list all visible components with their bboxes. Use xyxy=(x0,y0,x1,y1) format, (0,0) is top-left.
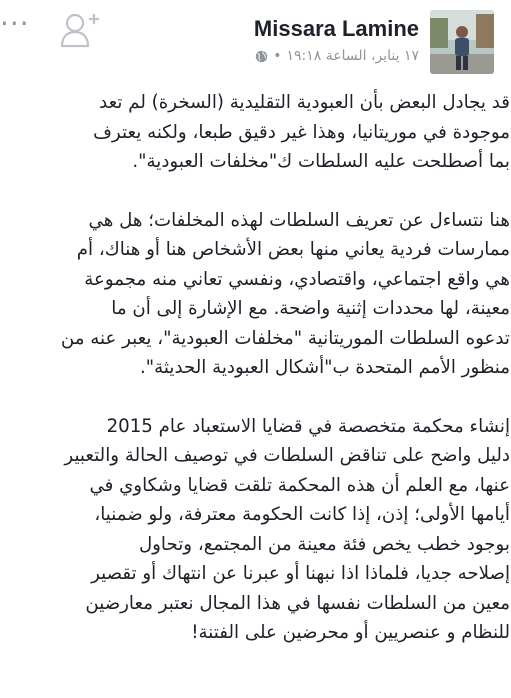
post-timestamp[interactable]: ١٧ يناير، الساعة ١٩:١٨ xyxy=(286,48,419,64)
post-header xyxy=(0,0,511,80)
post-paragraph-3 xyxy=(6,412,510,648)
post-meta xyxy=(255,48,419,64)
text-line: معين من السلطات نفسها في هذا المجال نعتبر معارضين xyxy=(85,592,510,614)
text-line: معينة، لها محددات إثنية واضحة. مع الإشارة إلى أن ما xyxy=(111,298,510,319)
text-line: قد يجادل البعض بأن العبودية التقليدية (السخرة) لم تعد xyxy=(99,92,510,113)
text-line: عنها، مع العلم أن هذه المحكمة تلقت قضايا وشكاوي في xyxy=(89,474,510,496)
meta-separator: • xyxy=(273,48,282,64)
text-line: دليل واضح على تناقض السلطات في توصيف الحالة والتعبير xyxy=(64,445,510,466)
add-friend-icon[interactable] xyxy=(60,10,100,50)
text-line: بوجود خطب يخص فئة معينة من المجتمع، وتحاول xyxy=(138,533,510,555)
text-line: بما أصطلحت عليه السلطات ك"مخلفات العبودية". xyxy=(132,151,510,172)
text-line: إصلاحه جديا، فلماذا اذا نبهنا أو عبرنا عن انتهاك أو تقصير xyxy=(91,563,510,584)
globe-icon[interactable] xyxy=(255,50,268,63)
post-paragraph-1 xyxy=(6,88,510,177)
post-paragraph-2 xyxy=(6,206,510,383)
text-line: إنشاء محكمة متخصصة في قضايا الاستعباد عام 2015 xyxy=(106,415,510,437)
post-body xyxy=(6,88,510,677)
text-line: للنظام و عنصريين أو محرضين على الفتنة! xyxy=(191,622,510,643)
text-line: تدعوه السلطات الموريتانية "مخلفات العبودية"، يعبر عنه من xyxy=(60,327,510,349)
avatar[interactable] xyxy=(430,10,494,74)
text-line: ممارسات فردية يعاني منها بعض الأشخاص هنا أو هناك، أم xyxy=(76,239,510,260)
text-line: هي واقع اجتماعي، واقتصادي، ونفسي تعاني منه مجموعة xyxy=(84,268,510,290)
author-name[interactable]: Missara Lamine xyxy=(253,16,419,41)
text-line: منظور الأمم المتحدة ب"أشكال العبودية الحديثة". xyxy=(140,357,510,378)
text-line: أيامها الأولى؛ إذن، إذا كانت الحكومة معترفة، ولو ضمنيا، xyxy=(94,504,510,525)
text-line: موجودة في موريتانيا، وهذا غير دقيق طبعا، ولكنه يعترف xyxy=(93,121,510,143)
text-line: هنا نتساءل عن تعريف السلطات لهذه المخلفات؛ هل هي xyxy=(88,209,510,231)
more-options-icon[interactable]: ... xyxy=(0,0,30,32)
